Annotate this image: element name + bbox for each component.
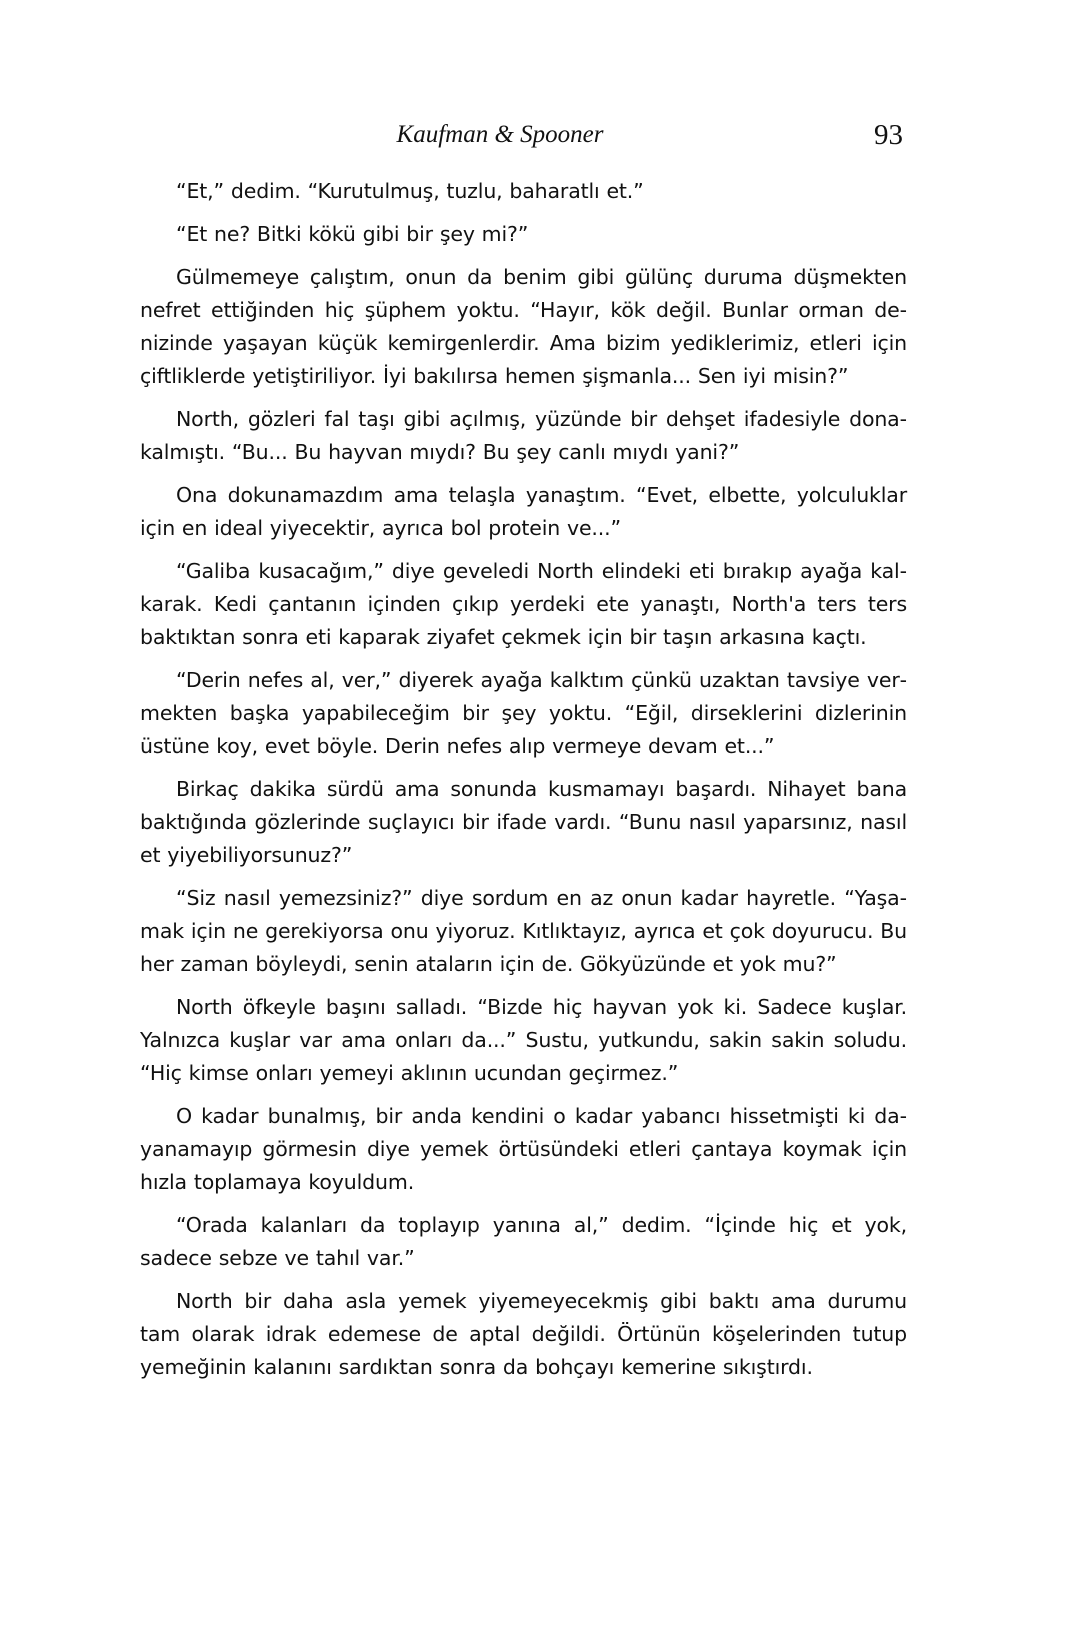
paragraph: “Et ne? Bitki kökü gibi bir şey mi?”	[176, 222, 529, 246]
paragraph: North öfkeyle başını salladı. “Bizde hiç hayvan yok ki. Sadece kuşlar. Yalnızca kuşlar var ama onları da...” Sustu, yutkundu, sakin sakin soludu. “Hiç kimse onları yemeyi aklının ucundan geçirmez.”	[140, 995, 907, 1085]
paragraph: “Siz nasıl yemezsiniz?” diye sordum en az onun kadar hayretle. “Yaşamak için ne gerekiyorsa onu yiyoruz. Kıtlıktayız, ayrıca et çok doyurucu. Bu her zaman böyleydi, senin ataların için de. Gökyüzünde et yok mu?”	[140, 886, 907, 976]
running-header	[0, 117, 1080, 153]
paragraph: Gülmemeye çalıştım, onun da benim gibi gülünç duruma düşmekten nefret ettiğinden hiç şüphem yoktu. “Hayır, kök değil. Bunlar orman denizinde yaşayan küçük kemirgenlerdir. Ama bizim yediklerimiz, etleri için çiftliklerde yetiştiriliyor. İyi bakılırsa hemen şişmanla... Sen iyi misin?”	[140, 265, 907, 388]
body-text	[140, 175, 907, 1394]
paragraph: “Orada kalanları da toplayıp yanına al,” dedim. “İçinde hiç et yok, sadece sebze ve tahıl var.”	[140, 1213, 907, 1270]
running-title: Kaufman & Spooner	[396, 121, 604, 148]
paragraph: North, gözleri fal taşı gibi açılmış, yüzünde bir dehşet ifadesiyle donakalmıştı. “Bu... Bu hayvan mıydı? Bu şey canlı mıydı yani?”	[140, 407, 907, 464]
paragraph: O kadar bunalmış, bir anda kendini o kadar yabancı hissetmişti ki dayanamayıp görmesin diye yemek örtüsündeki etleri çantaya koymak için hızla toplamaya koyuldum.	[140, 1104, 907, 1194]
paragraph: Ona dokunamazdım ama telaşla yanaştım. “Evet, elbette, yolculuklar için en ideal yiyecektir, ayrıca bol protein ve...”	[140, 483, 907, 540]
page-number: 93	[874, 119, 903, 151]
paragraph: North bir daha asla yemek yiyemeyecekmiş gibi baktı ama durumu tam olarak idrak edemese de aptal değildi. Örtünün köşelerinden tutup yemeğinin kalanını sardıktan sonra da bohçayı kemerine sıkıştırdı.	[140, 1289, 907, 1379]
paragraph: “Et,” dedim. “Kurutulmuş, tuzlu, baharatlı et.”	[176, 179, 644, 203]
paragraph: “Galiba kusacağım,” diye geveledi North elindeki eti bırakıp ayağa kalkarak. Kedi çantanın içinden çıkıp yerdeki ete yanaştı, North'a ters ters baktıktan sonra eti kaparak ziyafet çekmek için bir taşın arkasına kaçtı.	[140, 559, 907, 649]
paragraph: Birkaç dakika sürdü ama sonunda kusmamayı başardı. Nihayet bana baktığında gözlerinde suçlayıcı bir ifade vardı. “Bunu nasıl yaparsınız, nasıl et yiyebiliyorsunuz?”	[140, 777, 907, 867]
paragraph: “Derin nefes al, ver,” diyerek ayağa kalktım çünkü uzaktan tavsiye vermekten başka yapabileceğim bir şey yoktu. “Eğil, dirseklerini dizlerinin üstüne koy, evet böyle. Derin nefes alıp vermeye devam et...”	[140, 668, 907, 758]
